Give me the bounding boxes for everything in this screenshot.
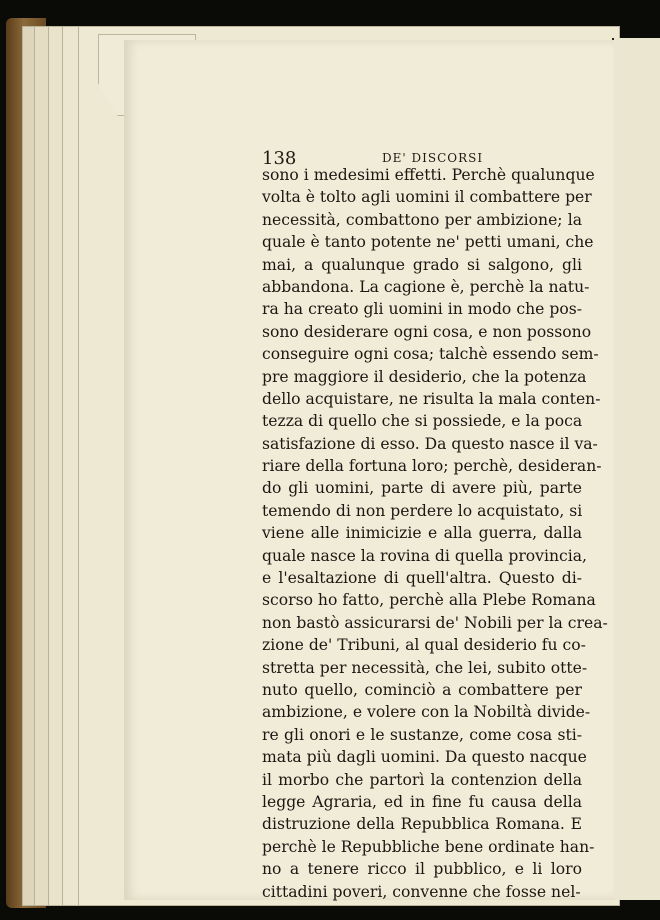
text-line: tezza di quello che si possiede, e la poca [262, 412, 583, 431]
text-line: sono i medesimi effetti. Perchè qualunque [262, 166, 595, 184]
text-line: zione de' Tribuni, al qual desiderio fu co- [262, 636, 586, 655]
body-text [262, 164, 608, 903]
text-line: mai, a qualunque grado si salgono, gli [262, 255, 582, 274]
text-line: stretta per necessità, che lei, subito otte- [262, 658, 588, 677]
text-line: volta è tolto agli uomini il combattere per [262, 188, 592, 207]
text-line: abbandona. La cagione è, perchè la natu- [262, 277, 590, 296]
text-line: pre maggiore il desiderio, che la potenza [262, 367, 587, 386]
text-line: viene alle inimicizie e alla guerra, dalla [262, 524, 582, 543]
text-line: re gli onori e le sustanze, come cosa sti- [262, 725, 582, 744]
text-line: riare della fortuna loro; perchè, desideran- [262, 457, 602, 476]
facing-page-edge [612, 38, 660, 900]
running-head: DE' DISCORSI [382, 151, 484, 165]
text-line: do gli uomini, parte di avere più, parte [262, 479, 582, 498]
text-line: satisfazione di esso. Da questo nasce il va- [262, 434, 598, 453]
text-line: il morbo che partorì la contenzion della [262, 770, 582, 789]
text-line: legge Agraria, ed in fine fu causa della [262, 792, 582, 811]
text-line: necessità, combattono per ambizione; la [262, 210, 582, 229]
text-line: cittadini poveri, convenne che fosse nel- [262, 882, 581, 901]
text-line: dello acquistare, ne risulta la mala conten- [262, 389, 601, 408]
text-line: non bastò assicurarsi de' Nobili per la crea- [262, 613, 608, 632]
text-line: quale nasce la rovina di quella provincia, [262, 546, 587, 565]
text-line: distruzione della Repubblica Romana. E [262, 815, 582, 834]
text-line: mata più dagli uomini. Da questo nacque [262, 748, 587, 767]
text-line: nuto quello, cominciò a combattere per [262, 680, 582, 699]
page-number: 138 [262, 148, 297, 169]
text-line: e l'esaltazione di quell'altra. Questo di- [262, 569, 582, 588]
text-line: no a tenere ricco il pubblico, e li loro [262, 860, 582, 879]
text-line: scorso ho fatto, perchè alla Plebe Romana [262, 591, 596, 610]
text-line: ra ha creato gli uomini in modo che pos- [262, 300, 582, 319]
text-line: ambizione, e volere con la Nobiltà divide- [262, 703, 591, 722]
text-line: perchè le Repubbliche bene ordinate han- [262, 837, 595, 856]
text-line: quale è tanto potente ne' petti umani, che [262, 233, 594, 252]
text-line: sono desiderare ogni cosa, e non possono [262, 322, 592, 341]
text-line: temendo di non perdere lo acquistato, si [262, 501, 583, 520]
text-line: conseguire ogni cosa; talchè essendo sem- [262, 345, 599, 364]
